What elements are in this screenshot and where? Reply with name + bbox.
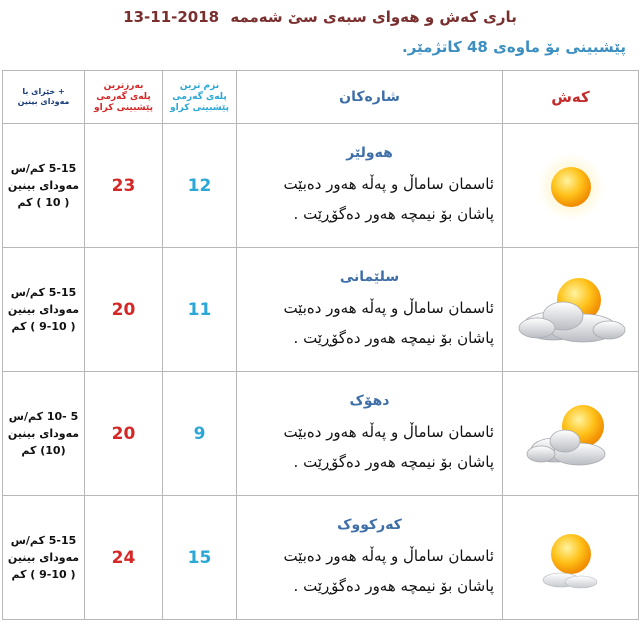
wind-speed: 5-15 کم/س	[10, 162, 77, 175]
header-max-temp	[85, 71, 163, 124]
header-weather: کەش	[503, 71, 639, 124]
sun-icon	[531, 151, 611, 221]
forecast-line2: پاشان بۆ نیمچە هەور دەگۆڕێت .	[293, 576, 494, 595]
header-max-line1: بەرزترین	[103, 80, 144, 91]
header-max-line2: پلەی گەرمی	[96, 91, 151, 102]
weather-icon-cell	[503, 496, 639, 620]
city-name: کەرکووک	[337, 516, 402, 533]
wind-speed: 5-15 کم/س	[10, 286, 77, 299]
title-date: 2018-11-13	[123, 8, 220, 26]
header-min-line3: پێشبینی کراو	[170, 102, 229, 113]
table-row	[3, 496, 639, 620]
visibility-value: (10) کم	[21, 444, 66, 457]
sun-cloud-icon	[513, 270, 629, 350]
max-temp: 24	[85, 496, 163, 620]
wind-speed: 5 -10 کم/س	[8, 410, 79, 423]
header-wind-line1: خێرای با +	[22, 87, 65, 96]
weather-icon-cell	[503, 372, 639, 496]
city-name: هەولێر	[346, 144, 393, 161]
forecast-line2: پاشان بۆ نیمچە هەور دەگۆڕێت .	[293, 204, 494, 223]
table-header-row	[3, 71, 639, 124]
header-min-temp	[163, 71, 237, 124]
forecast-table	[2, 70, 639, 620]
sun-haze-icon	[531, 520, 611, 596]
forecast-description	[237, 417, 502, 477]
header-cities: شارەکان	[237, 71, 503, 124]
forecast-line2: پاشان بۆ نیمچە هەور دەگۆڕێت .	[293, 328, 494, 347]
header-min-line1: نزم ترین	[179, 80, 220, 91]
min-temp: 9	[163, 372, 237, 496]
header-wind-visibility	[3, 71, 85, 124]
wind-speed: 5-15 کم/س	[10, 534, 77, 547]
title-text: باری کەش و هەوای سبەی سێ شەممە	[230, 8, 517, 26]
weather-icon-cell	[503, 124, 639, 248]
visibility-label: مەودای بینین	[7, 427, 80, 440]
city-cell	[237, 372, 503, 496]
visibility-label: مەودای بینین	[7, 303, 80, 316]
wind-visibility-cell	[3, 372, 85, 496]
city-cell	[237, 248, 503, 372]
forecast-description	[237, 293, 502, 353]
wind-visibility-cell	[3, 248, 85, 372]
sun-cloud-icon	[521, 394, 621, 474]
min-temp: 12	[163, 124, 237, 248]
header-max-line3: پێشبینی کراو	[94, 102, 153, 113]
weather-icon-cell	[503, 248, 639, 372]
max-temp: 23	[85, 124, 163, 248]
visibility-label: مەودای بینین	[7, 179, 80, 192]
header-min-line2: پلەی گەرمی	[172, 91, 227, 102]
visibility-label: مەودای بینین	[7, 551, 80, 564]
city-cell	[237, 124, 503, 248]
header-wind-line2: مەودای بینین	[17, 97, 70, 106]
forecast-line1: ئاسمان ساماڵ و پەڵە هەور دەبێت	[283, 298, 494, 317]
city-name: دهۆک	[349, 392, 390, 409]
table-row	[3, 124, 639, 248]
forecast-line1: ئاسمان ساماڵ و پەڵە هەور دەبێت	[283, 422, 494, 441]
wind-visibility-cell	[3, 124, 85, 248]
city-cell	[237, 496, 503, 620]
max-temp: 20	[85, 248, 163, 372]
forecast-period: پێشبینی بۆ ماوەی 48 کاتژمێر.	[402, 38, 626, 56]
table-row	[3, 248, 639, 372]
forecast-description	[237, 541, 502, 601]
visibility-value: ( 9-10 ) کم	[11, 320, 76, 333]
page-title	[0, 8, 640, 26]
forecast-line1: ئاسمان ساماڵ و پەڵە هەور دەبێت	[283, 546, 494, 565]
forecast-line2: پاشان بۆ نیمچە هەور دەگۆڕێت .	[293, 452, 494, 471]
min-temp: 15	[163, 496, 237, 620]
forecast-description	[237, 169, 502, 229]
min-temp: 11	[163, 248, 237, 372]
wind-visibility-cell	[3, 496, 85, 620]
forecast-line1: ئاسمان ساماڵ و پەڵە هەور دەبێت	[283, 174, 494, 193]
visibility-value: ( 9-10 ) کم	[11, 568, 76, 581]
max-temp: 20	[85, 372, 163, 496]
city-name: سلێمانی	[339, 268, 400, 285]
visibility-value: ( 10 ) کم	[17, 196, 70, 209]
table-row	[3, 372, 639, 496]
